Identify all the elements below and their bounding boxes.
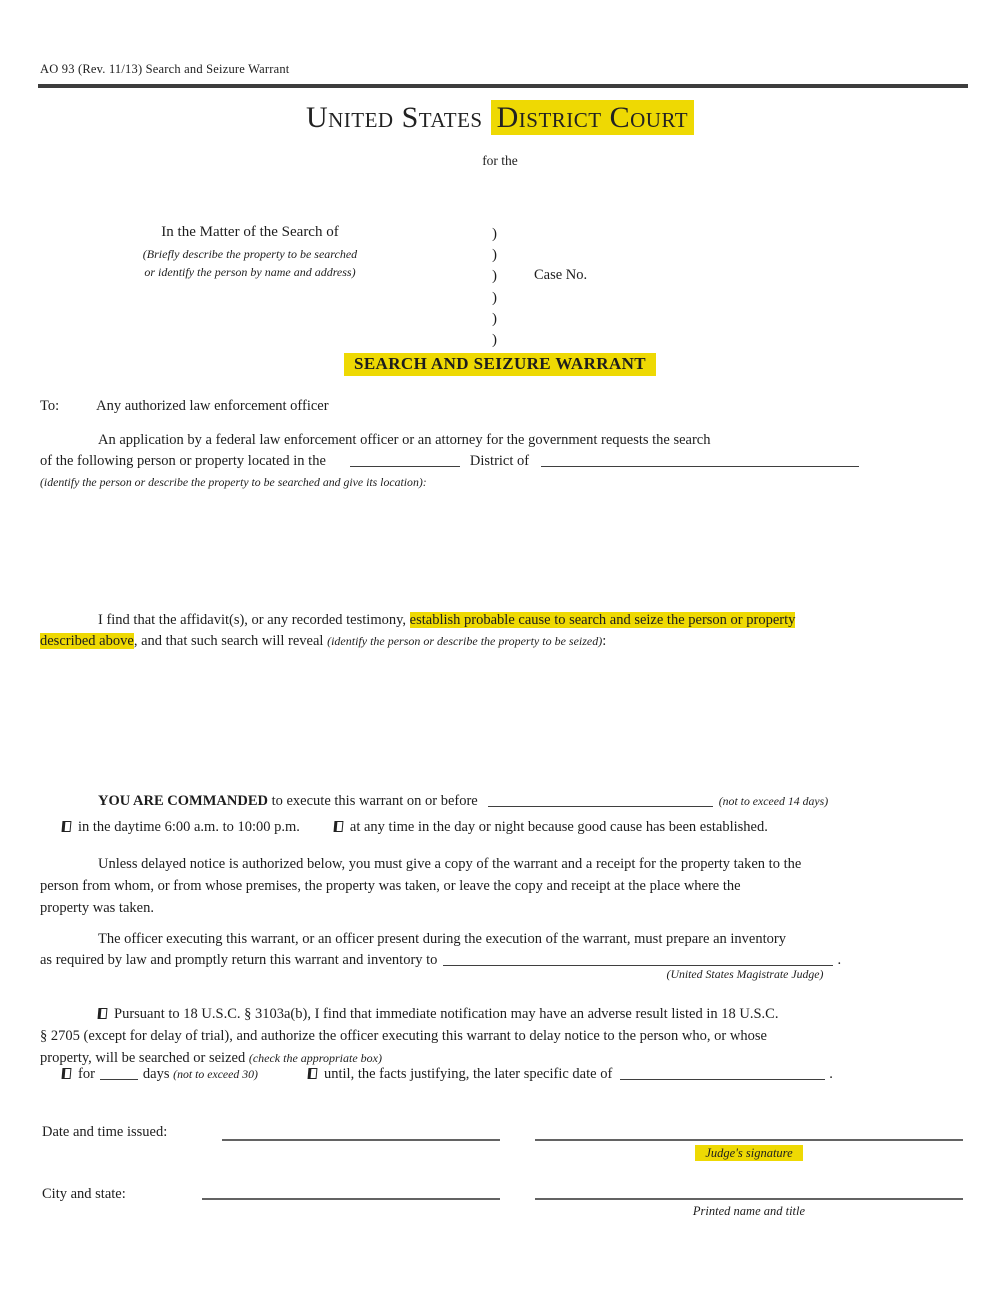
delayed-notice-line3: property was taken.	[40, 900, 154, 916]
matter-of-search-label: In the Matter of the Search of	[161, 224, 339, 240]
seized-property-description-area[interactable]	[40, 660, 960, 780]
check-appropriate-box-note: (check the appropriate box)	[248, 1051, 382, 1065]
delay-auth-line1-text: Pursuant to 18 U.S.C. § 3103a(b), I find that immediate notification may have an adverse result listed in 18 U.S.C.	[114, 1006, 779, 1022]
case-no-label: Case No.	[534, 267, 588, 283]
to-label: To:	[40, 398, 60, 414]
command-text: to execute this warrant on or before	[267, 793, 478, 809]
finding-highlight-line1: establish probable cause to search and seize the person or property	[409, 612, 796, 628]
for-days-checkbox[interactable]	[62, 1068, 72, 1079]
command-options-line	[40, 817, 972, 838]
inventory-line2-text: as required by law and promptly return this warrant and inventory to	[40, 951, 438, 968]
to-line	[40, 398, 329, 415]
paren: )	[492, 289, 497, 306]
delayed-notice-paragraph	[40, 853, 974, 919]
court-title	[0, 101, 1000, 135]
days-count-blank[interactable]	[100, 1066, 138, 1080]
finding-line2	[40, 631, 972, 652]
finding-highlight-line2: described above	[40, 632, 134, 649]
printed-name-caption: Printed name and title	[692, 1204, 806, 1218]
paren: )	[492, 247, 497, 264]
anytime-checkbox[interactable]	[333, 821, 343, 832]
matter-instruction-line2: or identify the person by name and address)	[144, 264, 356, 279]
court-title-prefix: United States	[305, 101, 491, 134]
city-state-blank[interactable]	[202, 1183, 500, 1200]
matter-instruction-line1: (Briefly describe the property to be searched	[142, 247, 358, 261]
delay-options-line	[40, 1066, 976, 1083]
paren: )	[492, 268, 497, 285]
paren: )	[492, 310, 497, 327]
delayed-notice-line2: person from whom, or from whose premises, the property was taken, or leave the copy and receipt at the place where the	[40, 878, 741, 894]
magistrate-judge-caption: (United States Magistrate Judge)	[666, 967, 824, 981]
delay-auth-line1	[40, 1003, 976, 1025]
warrant-title: SEARCH AND SEIZURE WARRANT	[353, 354, 647, 373]
finding-line1	[40, 610, 972, 631]
paren: )	[492, 332, 497, 349]
not-to-exceed-30-note: (not to exceed 30)	[173, 1067, 258, 1081]
court-subtitle: for the	[482, 153, 518, 168]
form-id-header: AO 93 (Rev. 11/13) Search and Seizure Warrant	[40, 62, 290, 76]
not-to-exceed-14-days-note: (not to exceed 14 days)	[718, 794, 829, 808]
judge-signature-blank[interactable]	[535, 1124, 963, 1141]
caption-paren-stack	[492, 224, 497, 351]
identify-location-note: (identify the person or describe the property to be searched and give its location):	[40, 475, 427, 489]
date-time-issued-blank[interactable]	[222, 1124, 500, 1141]
district-of-label: District of	[469, 452, 530, 469]
to-text: Any authorized law enforcement officer	[96, 398, 329, 414]
finding-line1-text: I find that the affidavit(s), or any recorded testimony,	[98, 612, 410, 628]
inventory-period: .	[837, 951, 842, 968]
command-section	[40, 791, 972, 837]
delayed-notice-line1: Unless delayed notice is authorized below, you must give a copy of the warrant and a receipt for the property taken to the	[98, 856, 802, 872]
paren: )	[492, 226, 497, 242]
delay-line-period: .	[829, 1066, 833, 1082]
specific-date-blank[interactable]	[620, 1066, 825, 1080]
judge-signature-caption	[535, 1146, 963, 1161]
warrant-title-row	[0, 354, 1000, 374]
inventory-paragraph	[40, 929, 974, 970]
district-of-blank[interactable]	[541, 453, 859, 467]
until-date-checkbox[interactable]	[308, 1068, 318, 1079]
header-divider-rule	[38, 84, 968, 88]
finding-colon: :	[602, 632, 607, 649]
pursuant-checkbox[interactable]	[98, 1008, 108, 1019]
execute-date-blank[interactable]	[488, 793, 713, 807]
until-label: until, the facts justifying, the later specific date of	[323, 1066, 613, 1082]
daytime-option-label: in the daytime 6:00 a.m. to 10:00 p.m.	[78, 818, 300, 835]
application-line1: An application by a federal law enforcement officer or an attorney for the government requests the search	[98, 432, 711, 448]
application-line2	[40, 451, 970, 472]
for-label: for	[78, 1066, 95, 1082]
application-paragraph	[40, 430, 970, 493]
identify-seized-note: (identify the person or describe the property to be seized)	[327, 633, 603, 648]
days-label: days	[142, 1066, 174, 1082]
finding-line2-text: , and that such search will reveal	[133, 632, 328, 649]
district-name-blank[interactable]	[350, 453, 460, 467]
delay-authorization-paragraph	[40, 1003, 976, 1069]
delay-auth-line2: § 2705 (except for delay of trial), and authorize the officer executing this warrant to delay notice to the person who, or whose	[40, 1028, 767, 1044]
anytime-option-label: at any time in the day or night because good cause has been established.	[349, 818, 768, 835]
magistrate-judge-blank[interactable]	[443, 952, 833, 966]
command-line	[40, 791, 972, 812]
date-time-issued-label: Date and time issued:	[42, 1124, 168, 1140]
printed-name-blank[interactable]	[535, 1183, 963, 1200]
city-state-label: City and state:	[42, 1186, 126, 1202]
caption-matter-block	[55, 224, 445, 281]
finding-paragraph	[40, 610, 972, 651]
court-title-highlighted: District Court	[491, 100, 694, 135]
judge-signature-caption-text: Judge's signature	[695, 1145, 802, 1161]
inventory-line1: The officer executing this warrant, or an officer present during the execution of the warrant, must prepare an inventory	[98, 931, 786, 947]
delay-auth-line3-text: property, will be searched or seized	[40, 1050, 249, 1066]
application-line2-text: of the following person or property located in the	[40, 452, 326, 469]
daytime-checkbox[interactable]	[62, 821, 72, 832]
you-are-commanded-label: YOU ARE COMMANDED	[98, 793, 268, 809]
property-description-area[interactable]	[40, 500, 960, 600]
